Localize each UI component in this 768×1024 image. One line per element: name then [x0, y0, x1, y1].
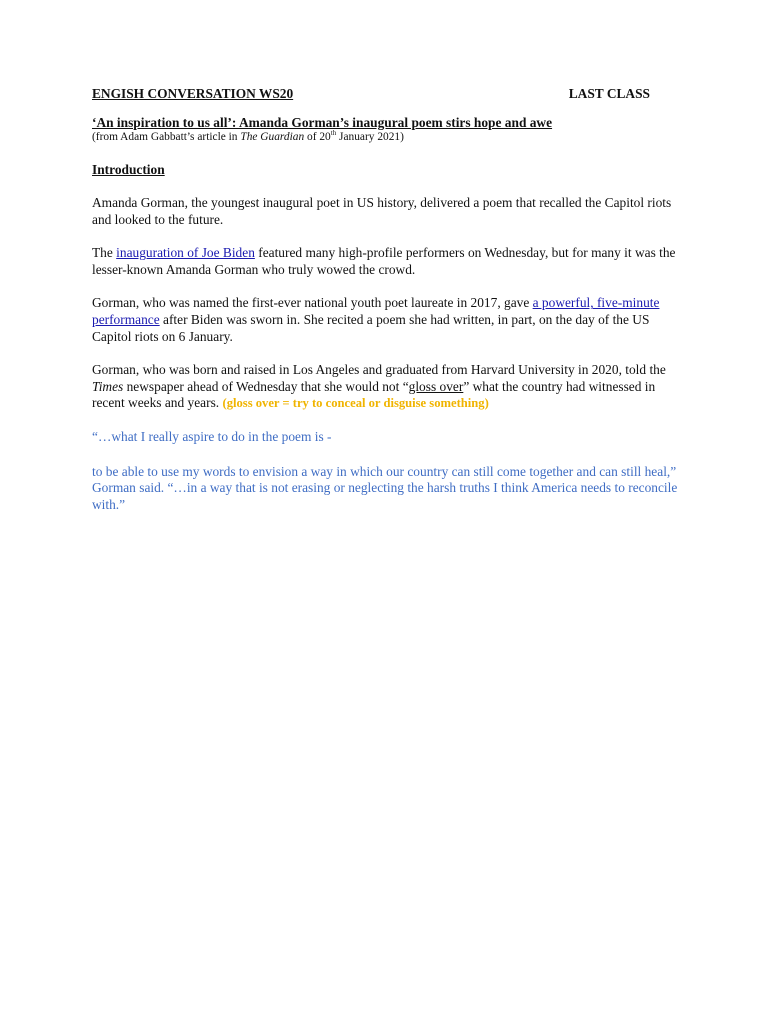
- source-superscript: th: [330, 129, 337, 138]
- source-suffix: January 2021): [336, 131, 404, 143]
- article-source: [92, 130, 684, 144]
- performance-link[interactable]: a powerful, five-minute performance: [92, 295, 660, 327]
- source-publication: The Guardian: [240, 131, 305, 143]
- article-title: ‘An inspiration to us all’: Amanda Gorman’s inaugural poem stirs hope and awe: [92, 115, 553, 130]
- p4-italic: Times: [92, 378, 124, 394]
- class-label: LAST CLASS: [568, 86, 650, 101]
- gloss-definition: (gloss over = try to conceal or disguise something): [222, 396, 489, 411]
- source-prefix: (from Adam Gabbatt’s article in: [92, 131, 241, 143]
- p4-before: Gorman, who was born and raised in Los Angeles and graduated from Harvard University in 2020, told the: [92, 362, 666, 378]
- quote-line-2: to be able to use my words to envision a way in which our country can still come together and can still heal,” Gorman said. “…in a way that is not erasing or neglecting the harsh truths I think America needs to reconcile with.”: [92, 463, 678, 512]
- paragraph-1: Amanda Gorman, the youngest inaugural poet in US history, delivered a poem that recalled the Capitol riots and looked to the future.: [92, 195, 672, 227]
- p4-mid: newspaper ahead of Wednesday that she would not “: [123, 378, 409, 394]
- p3-before: Gorman, who was named the first-ever national youth poet laureate in 2017, gave: [92, 295, 533, 311]
- document-page: [92, 86, 684, 513]
- paragraph-3: [92, 295, 684, 345]
- p2-before: The: [92, 245, 117, 261]
- worksheet-header: [92, 86, 684, 102]
- section-heading: Introduction: [92, 162, 165, 177]
- p3-after: after Biden was sworn in. She recited a poem she had written, in part, on the day of the US Capitol riots on 6 January.: [92, 311, 650, 344]
- paragraph-2: [92, 245, 684, 278]
- source-middle: of 20: [304, 131, 331, 143]
- gloss-over-term: gloss over: [408, 378, 464, 394]
- paragraph-4: [92, 362, 684, 412]
- inauguration-link[interactable]: inauguration of Joe Biden: [116, 245, 255, 261]
- p4-after: ” what the country had witnessed in recent weeks and years.: [92, 378, 656, 411]
- quote-line-1: “…what I really aspire to do in the poem is -: [92, 428, 332, 444]
- course-title: ENGISH CONVERSATION WS20: [92, 86, 294, 101]
- p2-after: featured many high-profile performers on Wednesday, but for many it was the lesser-known Amanda Gorman who truly wowed the crowd.: [92, 245, 676, 277]
